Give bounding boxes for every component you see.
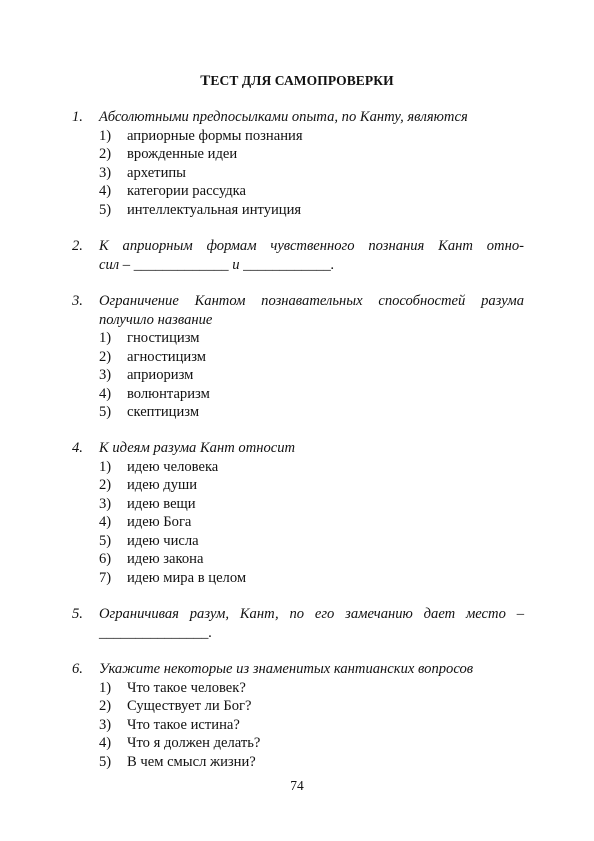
option-item [72, 513, 524, 532]
option-item [72, 679, 524, 698]
option-text: скептицизм [127, 404, 200, 420]
option-item [72, 403, 524, 422]
option-number: 2) [99, 146, 112, 162]
question-6 [72, 660, 524, 771]
option-number: 4) [99, 183, 112, 199]
title-rest: ЕСТ ДЛЯ САМОПРОВЕРКИ [210, 73, 394, 88]
option-text: идею Бога [127, 514, 192, 530]
question-number: 5. [72, 606, 83, 622]
option-text: архетипы [127, 164, 186, 181]
option-number: 4) [99, 514, 112, 530]
option-list [72, 127, 524, 220]
question-text-continued: сил – _____________ и ____________. [99, 256, 335, 273]
option-item [72, 366, 524, 385]
option-number: 7) [99, 569, 112, 586]
question-number: 2. [72, 238, 83, 254]
question-text: К априорным формам чувственного познания Кант отно- [99, 238, 524, 254]
option-text: идею закона [127, 551, 204, 567]
option-text: Что такое истина? [127, 716, 240, 733]
option-number: 4) [99, 385, 112, 402]
option-text: Что такое человек? [127, 679, 246, 696]
option-item [72, 550, 524, 569]
option-item [72, 734, 524, 753]
question-text: Ограничение Кантом познавательных способностей разума [99, 293, 524, 309]
question-text: Ограничивая разум, Кант, по его замечанию дает место – [99, 606, 524, 622]
question-number: 3. [72, 293, 83, 309]
option-number: 2) [99, 477, 112, 493]
question-3 [72, 292, 524, 422]
option-item [72, 127, 524, 146]
question-text-continued: получило название [99, 311, 213, 328]
option-text: идею души [127, 477, 198, 493]
option-number: 2) [99, 698, 112, 714]
option-item [72, 569, 524, 588]
option-number: 1) [99, 127, 112, 144]
option-text: врожденные идеи [127, 146, 238, 162]
question-2 [72, 237, 524, 274]
option-item [72, 182, 524, 201]
option-list [72, 329, 524, 422]
page-number: 74 [290, 778, 304, 793]
question-text: Абсолютными предпосылками опыта, по Канту, являются [99, 109, 468, 125]
question-4 [72, 439, 524, 587]
option-item [72, 329, 524, 348]
option-item [72, 458, 524, 477]
option-number: 5) [99, 753, 112, 770]
option-item [72, 532, 524, 551]
option-text: гностицизм [127, 330, 200, 346]
option-item [72, 385, 524, 404]
question-text: Укажите некоторые из знаменитых кантианских вопросов [99, 661, 474, 677]
option-item [72, 476, 524, 495]
question-number: 4. [72, 440, 83, 456]
option-text: интеллектуальная интуиция [127, 201, 302, 218]
question-1 [72, 108, 524, 219]
option-number: 5) [99, 404, 112, 420]
option-text: априоризм [127, 367, 194, 383]
option-number: 5) [99, 201, 112, 218]
option-number: 1) [99, 679, 112, 696]
page-title [0, 73, 594, 90]
option-item [72, 201, 524, 220]
option-text: агностицизм [127, 348, 207, 365]
option-number: 6) [99, 551, 112, 567]
option-number: 2) [99, 348, 112, 365]
option-text: В чем смысл жизни? [127, 753, 256, 770]
option-number: 1) [99, 458, 112, 475]
option-item [72, 348, 524, 367]
option-number: 3) [99, 164, 112, 181]
option-text: идею человека [127, 458, 219, 475]
question-text-continued: _______________. [99, 624, 213, 641]
option-number: 5) [99, 532, 112, 549]
title-initial: Т [200, 73, 211, 89]
option-number: 3) [99, 716, 112, 733]
question-5 [72, 605, 524, 642]
question-number: 1. [72, 109, 83, 125]
option-list [72, 458, 524, 588]
option-item [72, 716, 524, 735]
option-text: волюнтаризм [127, 385, 210, 402]
question-text: К идеям разума Кант относит [99, 440, 296, 456]
option-number: 3) [99, 495, 112, 512]
option-text: Существует ли Бог? [127, 698, 252, 714]
option-number: 3) [99, 367, 112, 383]
option-text: категории рассудка [127, 183, 246, 199]
option-text: идею мира в целом [127, 569, 247, 586]
question-number: 6. [72, 661, 83, 677]
option-item [72, 164, 524, 183]
option-item [72, 697, 524, 716]
option-item [72, 753, 524, 772]
option-text: идею числа [127, 532, 199, 549]
option-list [72, 679, 524, 772]
option-number: 4) [99, 735, 112, 751]
option-text: идею вещи [127, 495, 196, 512]
option-text: априорные формы познания [127, 127, 303, 144]
option-item [72, 495, 524, 514]
option-text: Что я должен делать? [127, 735, 261, 751]
option-item [72, 145, 524, 164]
option-number: 1) [99, 330, 112, 346]
